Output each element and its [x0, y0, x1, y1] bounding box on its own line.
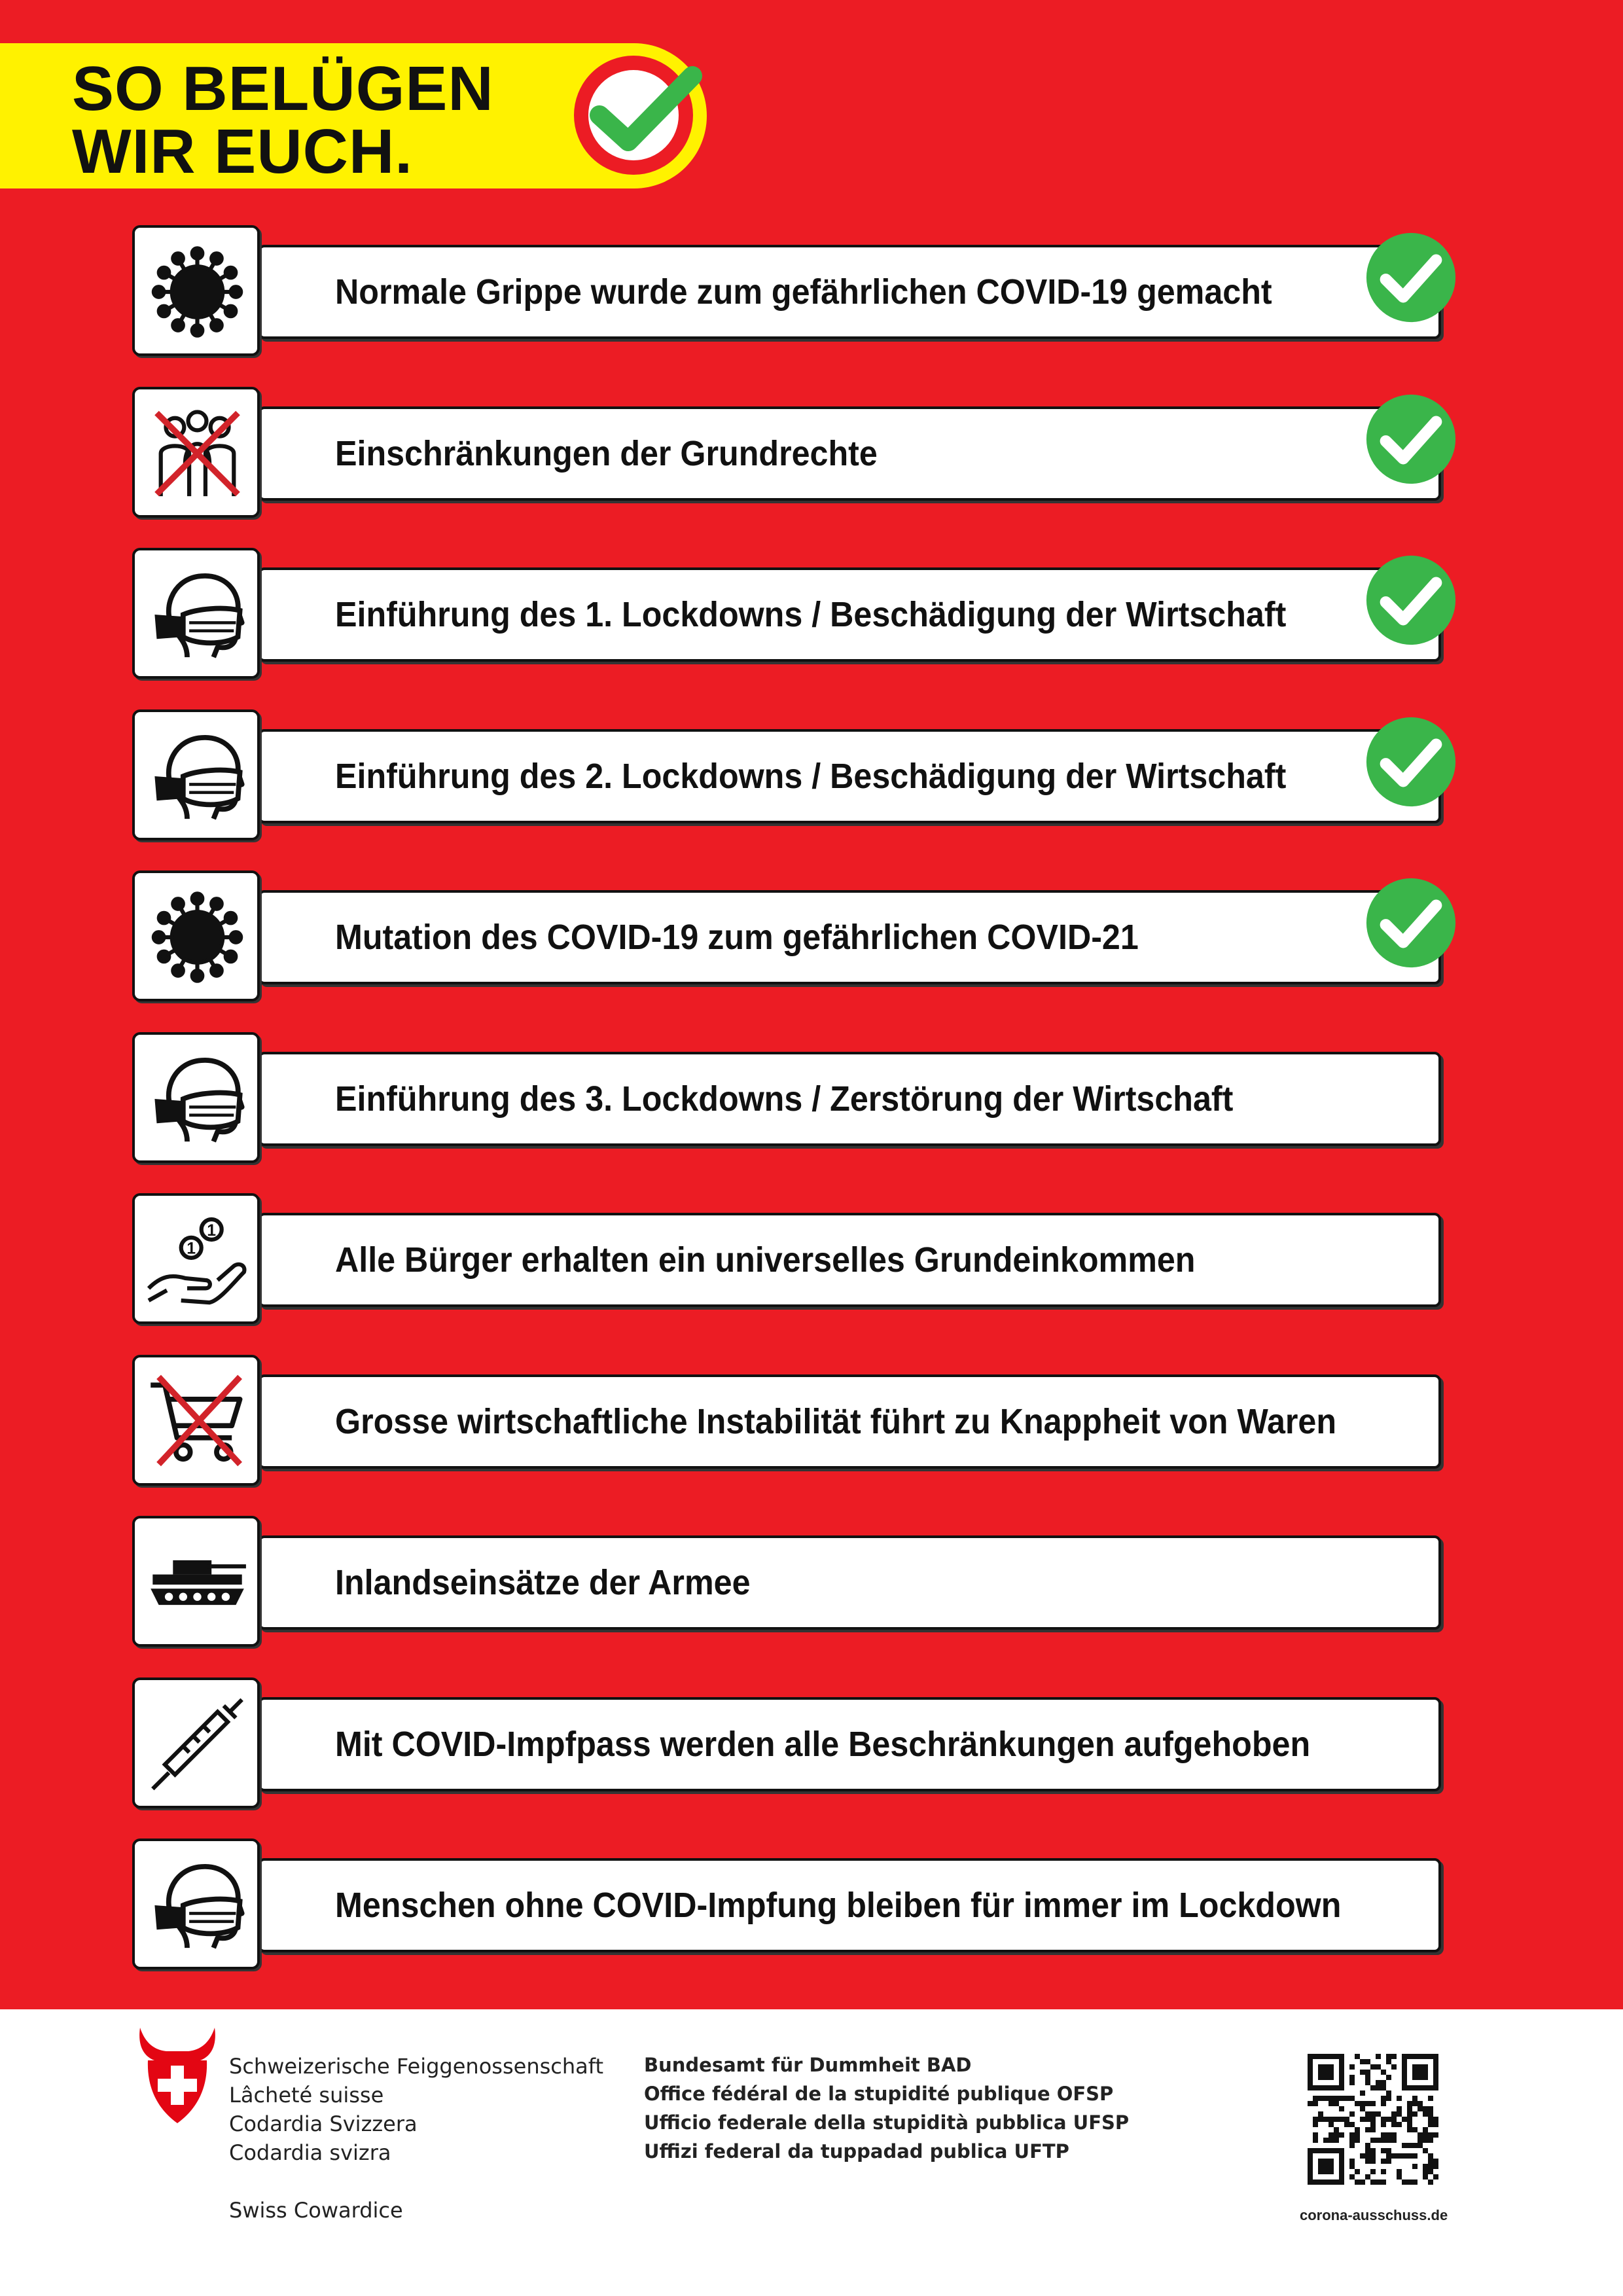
qr-code-icon: [1308, 2054, 1438, 2185]
federation-name-en: Swiss Cowardice: [229, 2198, 403, 2223]
row-icon-box: [132, 1839, 260, 1969]
row-icon-box: [132, 1193, 260, 1324]
checklist-row: [132, 1355, 1441, 1488]
office-name-rm: Uffizi federal da tuppadad publica UFTP: [644, 2140, 1069, 2162]
svg-text:1: 1: [207, 1221, 217, 1240]
row-label: Inlandseinsätze der Armee: [335, 1563, 751, 1602]
checklist-row: [132, 548, 1441, 681]
row-label: Einführung des 1. Lockdowns / Beschädigung der Wirtschaft: [335, 595, 1287, 634]
checklist-row: [132, 1193, 1441, 1327]
row-label: Einführung des 3. Lockdowns / Zerstörung der Wirtschaft: [335, 1079, 1234, 1119]
federation-name-it: Codardia Svizzera: [229, 2111, 418, 2136]
row-icon-box: [132, 548, 260, 679]
swiss-devil-shield-icon: [135, 2026, 220, 2125]
row-label: Normale Grippe wurde zum gefährlichen COVID-19 gemacht: [335, 272, 1272, 312]
row-icon-box: [132, 870, 260, 1001]
checklist-row: [132, 1032, 1441, 1166]
green-checkmark-icon: [1363, 874, 1459, 971]
title-line-2: WIR EUCH.: [72, 117, 413, 187]
green-checkmark-icon: [1363, 713, 1459, 810]
federation-name-de: Schweizerische Feiggenossenschaft: [229, 2054, 603, 2079]
row-icon-box: [132, 225, 260, 356]
row-icon-box: [132, 709, 260, 840]
row-label: Einführung des 2. Lockdowns / Beschädigung der Wirtschaft: [335, 756, 1287, 796]
page-title: [72, 54, 494, 187]
checklist-row: [132, 387, 1441, 520]
federation-name-rm: Codardia svizra: [229, 2140, 391, 2165]
row-icon-box: [132, 1032, 260, 1163]
office-name-fr: Office fédéral de la stupidité publique OFSP: [644, 2083, 1114, 2105]
row-label: Mutation des COVID-19 zum gefährlichen COVID-21: [335, 918, 1139, 957]
row-icon-box: [132, 1516, 260, 1647]
svg-text:1: 1: [187, 1240, 196, 1258]
checklist-row: [132, 709, 1441, 843]
row-icon-box: [132, 387, 260, 518]
checklist-row: [132, 870, 1441, 1004]
row-label: Mit COVID-Impfpass werden alle Beschränkungen aufgehoben: [335, 1724, 1311, 1764]
green-checkmark-icon: [1363, 391, 1459, 488]
federation-name-fr: Lâcheté suisse: [229, 2083, 384, 2108]
checkmark-circle-icon: [568, 50, 712, 181]
office-name-de: Bundesamt für Dummheit BAD: [644, 2054, 972, 2076]
row-label: Menschen ohne COVID-Impfung bleiben für immer im Lockdown: [335, 1886, 1342, 1925]
checklist-row: [132, 1516, 1441, 1649]
checklist-row: [132, 1677, 1441, 1811]
title-line-1: SO BELÜGEN: [72, 54, 494, 124]
checklist-row: [132, 225, 1441, 359]
checklist-row: [132, 1839, 1441, 1972]
row-icon-box: [132, 1677, 260, 1808]
green-checkmark-icon: [1363, 229, 1459, 326]
green-checkmark-icon: [1363, 552, 1459, 649]
row-label: Grosse wirtschaftliche Instabilität führt zu Knappheit von Waren: [335, 1401, 1337, 1441]
row-label: Alle Bürger erhalten ein universelles Grundeinkommen: [335, 1240, 1196, 1280]
qr-caption: corona-ausschuss.de: [1300, 2207, 1448, 2223]
office-name-it: Ufficio federale della stupidità pubblica UFSP: [644, 2111, 1130, 2134]
row-label: Einschränkungen der Grundrechte: [335, 433, 878, 473]
row-icon-box: [132, 1355, 260, 1486]
